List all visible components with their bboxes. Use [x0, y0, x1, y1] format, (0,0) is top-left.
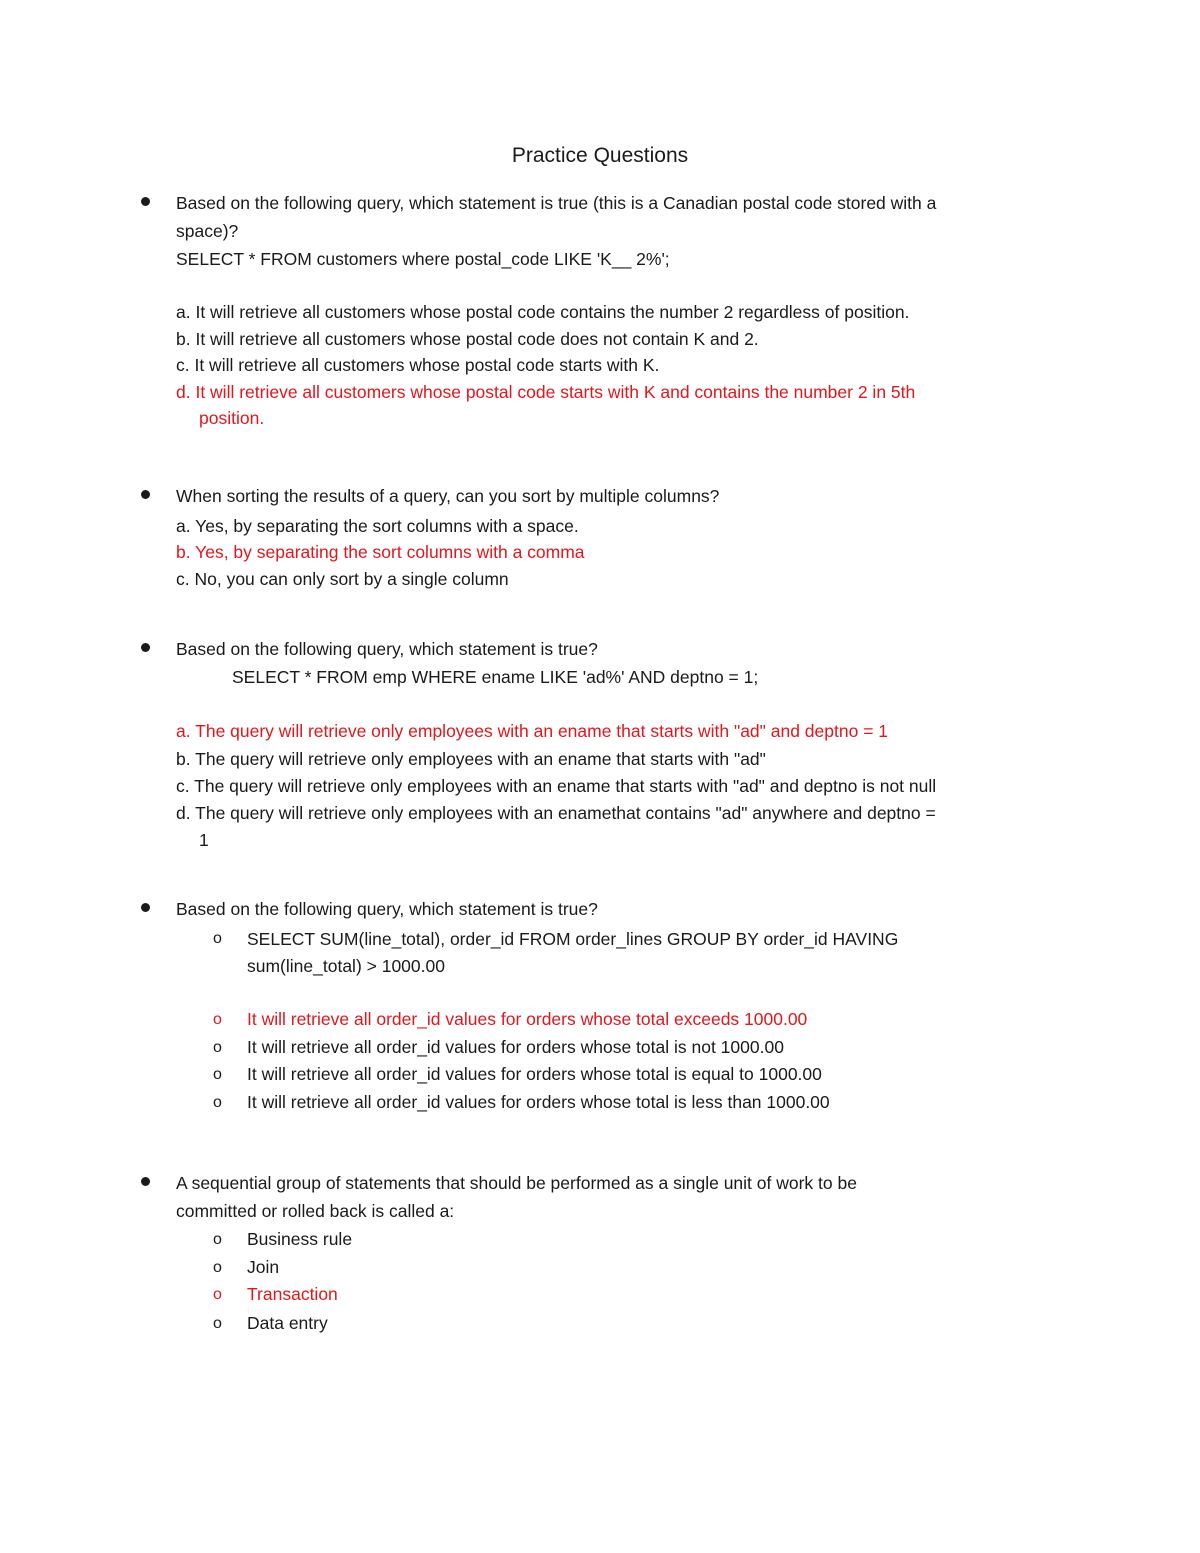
sub-bullet-icon: o	[213, 1011, 222, 1028]
sub-bullet-icon: o	[213, 1066, 222, 1083]
bullet-icon	[141, 1177, 150, 1186]
q3-option-a-correct: a. The query will retrieve only employees with an ename that starts with "ad" and deptno = 1	[176, 721, 889, 741]
q3-option-b: b. The query will retrieve only employees with an ename that starts with "ad"	[176, 749, 766, 769]
q4-option-d: It will retrieve all order_id values for orders whose total is less than 1000.00	[247, 1092, 830, 1112]
q2-option-a: a. Yes, by separating the sort columns with a space.	[176, 516, 579, 536]
q3-stem: Based on the following query, which statement is true?	[176, 639, 598, 659]
q5-stem-cont: committed or rolled back is called a:	[176, 1201, 455, 1221]
q1-option-d-cont: position.	[199, 408, 265, 428]
q5-stem: A sequential group of statements that should be performed as a single unit of work to be	[176, 1173, 857, 1193]
sub-bullet-icon: o	[213, 1231, 222, 1248]
sub-bullet-icon: o	[213, 1094, 222, 1111]
q5-option-d: Data entry	[247, 1313, 328, 1333]
q4-option-b: It will retrieve all order_id values for orders whose total is not 1000.00	[247, 1037, 784, 1057]
sub-bullet-icon: o	[213, 930, 222, 947]
q5-option-c-correct: Transaction	[247, 1284, 338, 1304]
q1-option-b: b. It will retrieve all customers whose postal code does not contain K and 2.	[176, 329, 759, 349]
q1-option-c: c. It will retrieve all customers whose postal code starts with K.	[176, 355, 660, 375]
q1-sql: SELECT * FROM customers where postal_code LIKE 'K__ 2%';	[176, 249, 670, 269]
sub-bullet-icon: o	[213, 1039, 222, 1056]
bullet-icon	[141, 903, 150, 912]
page-title: Practice Questions	[511, 144, 689, 167]
q1-stem-cont: space)?	[176, 221, 239, 241]
q5-option-a: Business rule	[247, 1229, 353, 1249]
q4-option-c: It will retrieve all order_id values for orders whose total is equal to 1000.00	[247, 1064, 822, 1084]
q2-stem: When sorting the results of a query, can you sort by multiple columns?	[176, 486, 720, 506]
sub-bullet-icon: o	[213, 1259, 222, 1276]
q3-option-d-cont: 1	[199, 830, 209, 850]
q4-sql: SELECT SUM(line_total), order_id FROM order_lines GROUP BY order_id HAVING	[247, 929, 899, 949]
q1-option-a: a. It will retrieve all customers whose postal code contains the number 2 regardless of position.	[176, 302, 910, 322]
q2-option-b-correct: b. Yes, by separating the sort columns with a comma	[176, 542, 585, 562]
q3-option-c: c. The query will retrieve only employees with an ename that starts with "ad" and deptno is not null	[176, 776, 937, 796]
q1-stem: Based on the following query, which statement is true (this is a Canadian postal code stored with a	[176, 193, 937, 213]
q4-stem: Based on the following query, which statement is true?	[176, 899, 598, 919]
bullet-icon	[141, 643, 150, 652]
bullet-icon	[141, 197, 150, 206]
sub-bullet-icon: o	[213, 1286, 222, 1303]
q3-sql: SELECT * FROM emp WHERE ename LIKE 'ad%' AND deptno = 1;	[232, 667, 759, 687]
q2-option-c: c. No, you can only sort by a single column	[176, 569, 509, 589]
q4-option-a-correct: It will retrieve all order_id values for orders whose total exceeds 1000.00	[247, 1009, 808, 1029]
q4-sql-cont: sum(line_total) > 1000.00	[247, 956, 445, 976]
bullet-icon	[141, 490, 150, 499]
sub-bullet-icon: o	[213, 1315, 222, 1332]
q3-option-d: d. The query will retrieve only employees with an enamethat contains "ad" anywhere and deptno =	[176, 803, 936, 823]
q1-option-d-correct: d. It will retrieve all customers whose postal code starts with K and contains the number 2 in 5th	[176, 382, 916, 402]
q5-option-b: Join	[247, 1257, 280, 1277]
